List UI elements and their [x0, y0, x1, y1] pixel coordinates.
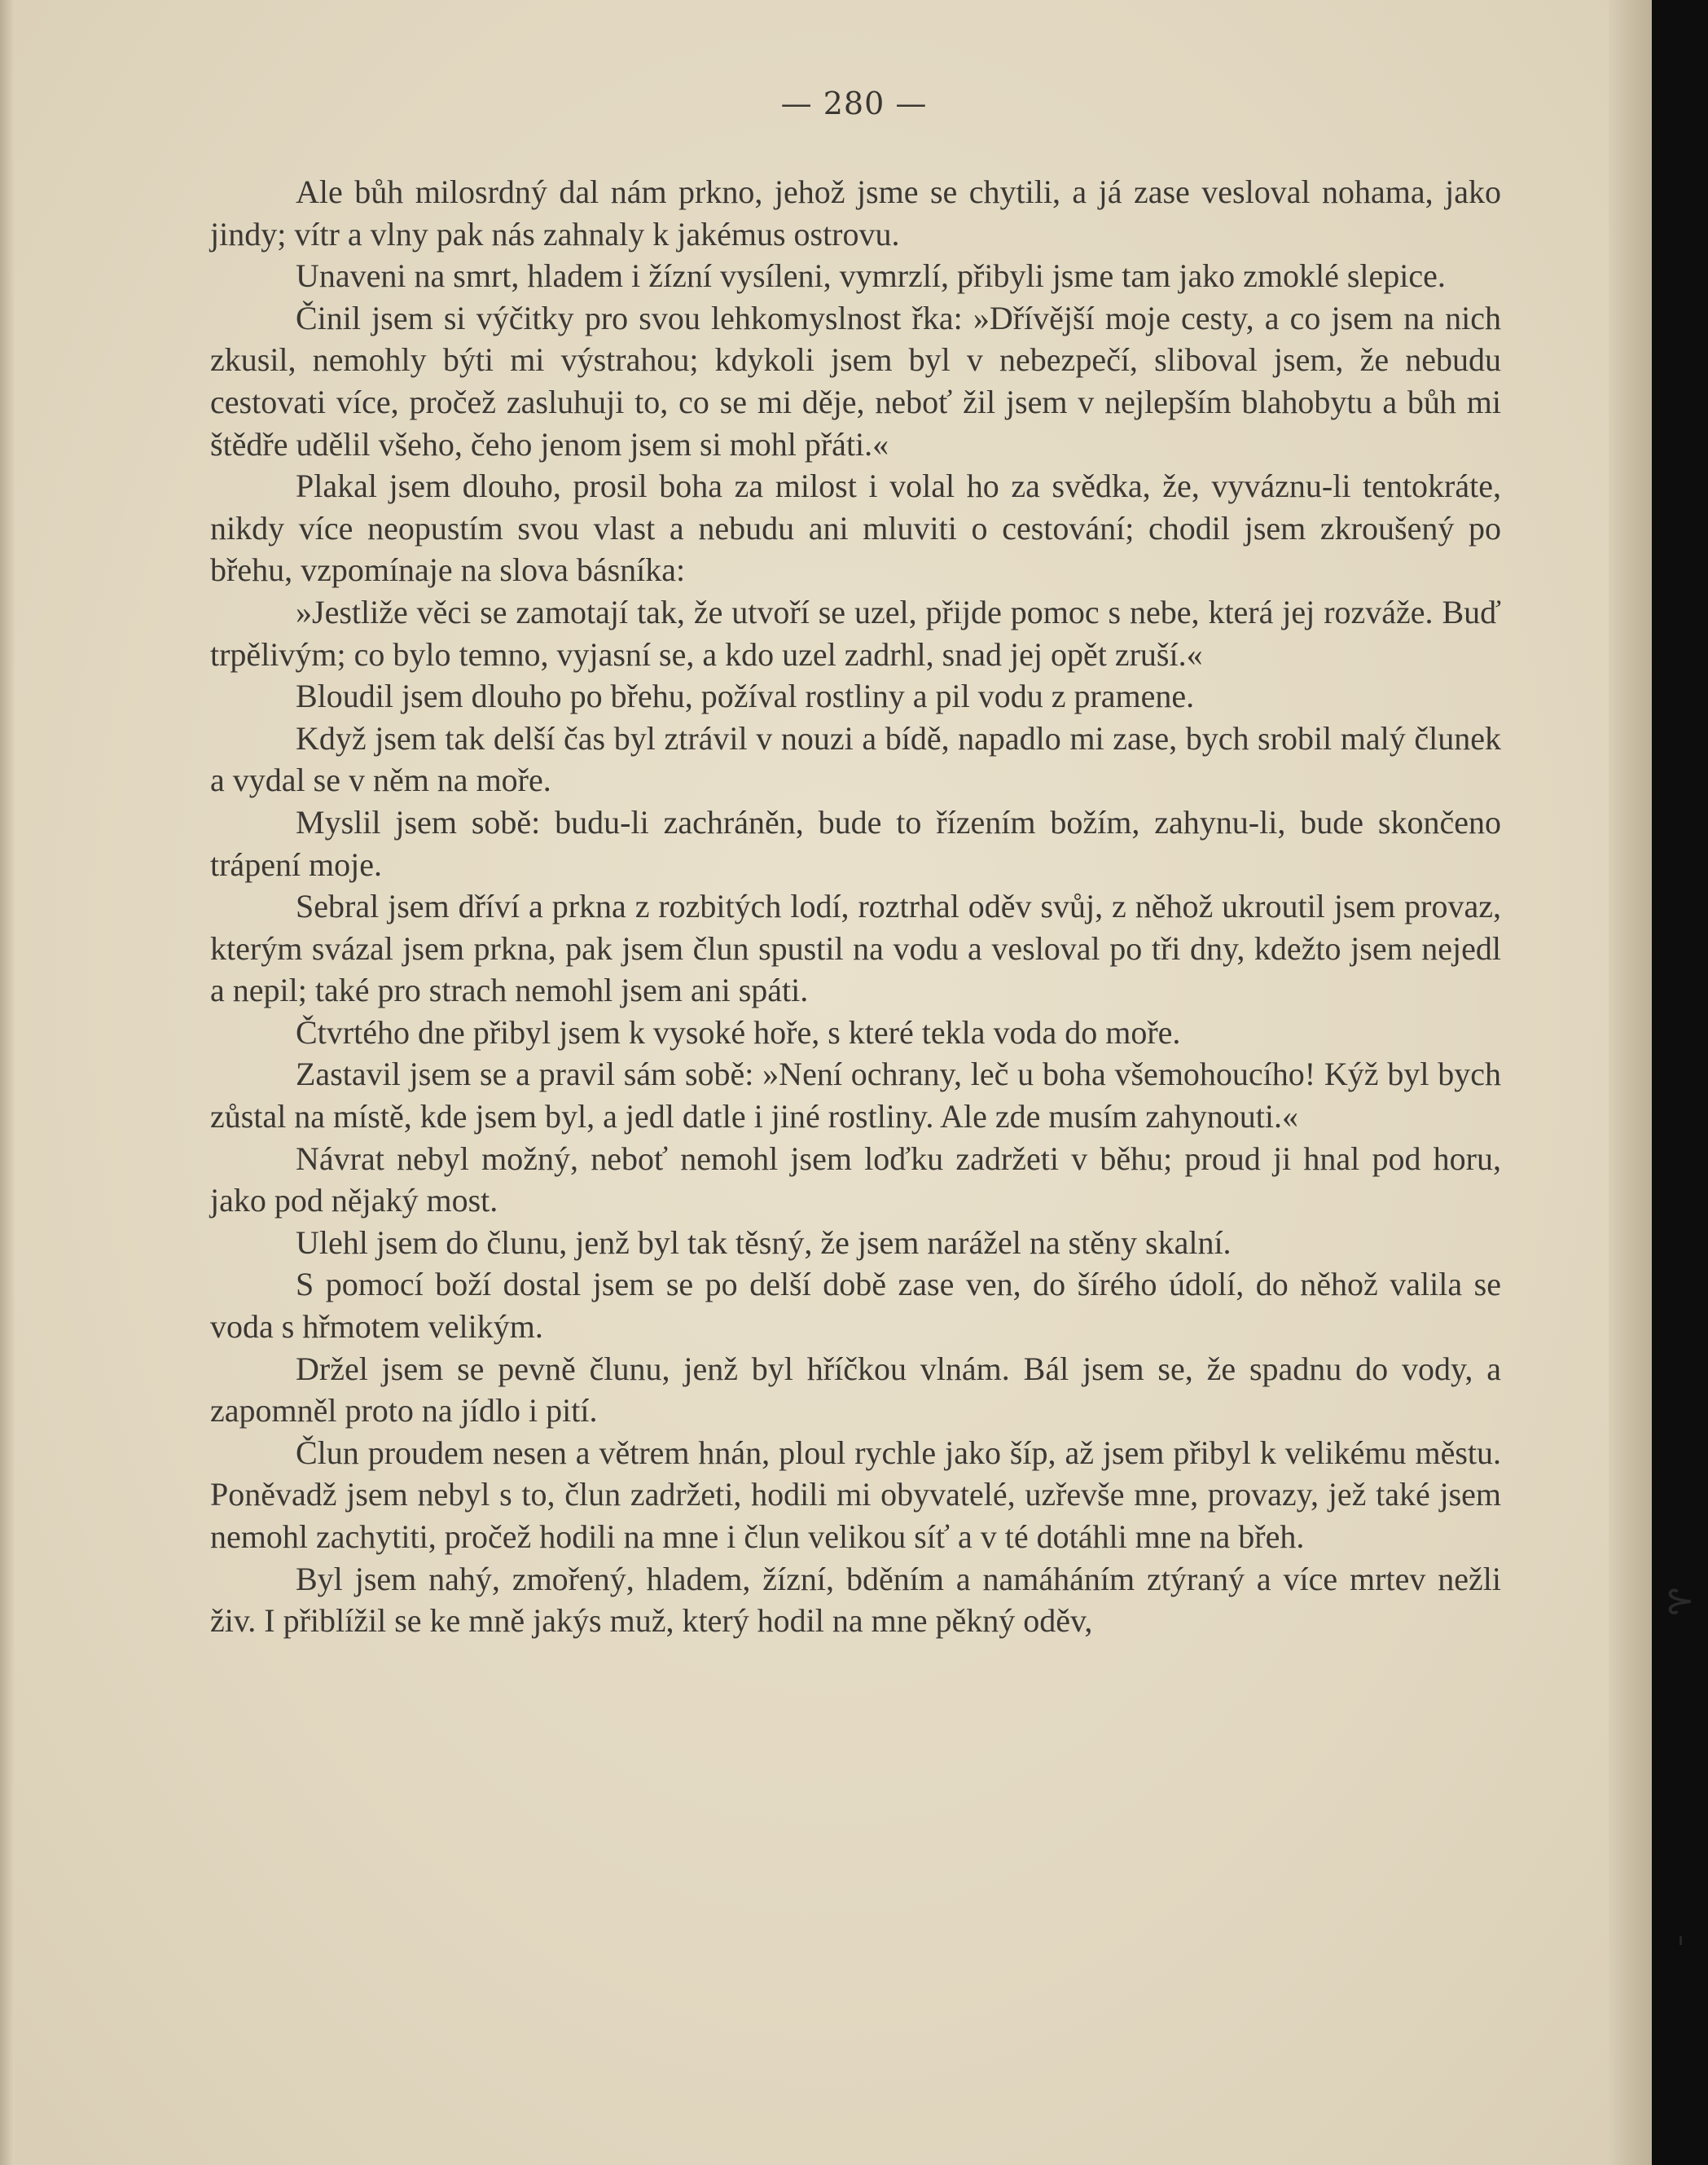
paragraph: Činil jsem si výčitky pro svou lehkomyslnost řka: »Dřívější moje cesty, a co jsem na nich zkusil, nemohly býti mi výstrahou; kdykoli jsem byl v nebezpečí, sliboval jsem, že nebudu cestovati více, pročež zasluhuji to, co se mi děje, neboť žil jsem v nejlepším blahobytu a bůh mi štědře udělil všeho, čeho jenom jsem si mohl přáti.« — [210, 299, 1501, 463]
page-number: — 280 — — [780, 86, 928, 121]
paragraph: Když jsem tak delší čas byl ztrávil v nouzi a bídě, napadlo mi zase, bych srobil malý člunek a vydal se v něm na moře. — [210, 719, 1501, 799]
paragraph: Ale bůh milosrdný dal nám prkno, jehož jsme se chytili, a já zase vesloval nohama, jako jindy; vítr a vlny pak nás zahnaly k jakémus ostrovu. — [210, 173, 1501, 253]
paragraph: Bloudil jsem dlouho po břehu, požíval rostliny a pil vodu z pramene. — [296, 678, 1195, 715]
binding-tick-icon: ˌ — [1676, 1911, 1685, 1948]
paragraph: »Jestliže věci se zamotají tak, že utvoří se uzel, přijde pomoc s nebe, která jej rozváže. Buď trpělivým; co bylo temno, vyjasní se, a kdo uzel zadrhl, snad jej opět zruší.« — [210, 593, 1501, 673]
paragraph: Sebral jsem dříví a prkna z rozbitých lodí, roztrhal oděv svůj, z něhož ukroutil jsem provaz, kterým svázal jsem prkna, pak jsem člun spustil na vodu a vesloval po tři dny, kdežto jsem nejedl a nepil; také pro strach nemohl jsem ani spáti. — [210, 888, 1501, 1009]
page-gutter-shadow — [1609, 0, 1652, 2165]
binding-mark-icon: ⊱ — [1665, 1580, 1695, 1622]
page-left-edge — [0, 0, 15, 2165]
paragraph: Návrat nebyl možný, neboť nemohl jsem loďku zadržeti v běhu; proud ji hnal pod horu, jako pod nějaký most. — [210, 1140, 1501, 1219]
scan-border — [1652, 0, 1708, 2165]
paragraph: Držel jsem se pevně člunu, jenž byl hříčkou vlnám. Bál jsem se, že spadnu do vody, a zapomněl proto na jídlo i pití. — [210, 1350, 1501, 1429]
paragraph: Unaveni na smrt, hladem i žízní vysíleni, vymrzlí, přibyli jsme tam jako zmoklé slepice. — [296, 257, 1446, 295]
paragraph: S pomocí boží dostal jsem se po delší době zase ven, do šírého údolí, do něhož valila se voda s hřmotem velikým. — [210, 1266, 1501, 1346]
body-text — [210, 171, 1501, 1642]
paragraph: Plakal jsem dlouho, prosil boha za milost i volal ho za svědka, že, vyváznu-li tentokráte, nikdy více neopustím svou vlast a nebudu ani mluviti o cestování; chodil jsem zkroušený po břehu, vzpomínaje na slova básníka: — [210, 468, 1501, 589]
paragraph: Byl jsem nahý, zmořený, hladem, žízní, bděním a namáháním ztýraný a více mrtev nežli živ. I přiblížil se ke mně jakýs muž, který hodil na mne pěkný oděv, — [210, 1560, 1501, 1640]
paragraph: Myslil jsem sobě: budu-li zachráněn, bude to řízením božím, zahynu-li, bude skončeno trápení moje. — [210, 803, 1501, 883]
paragraph: Zastavil jsem se a pravil sám sobě: »Není ochrany, leč u boha všemohoucího! Kýž byl bych zůstal na místě, kde jsem byl, a jedl datle i jiné rostliny. Ale zde musím zahynouti.« — [210, 1056, 1501, 1135]
paragraph: Ulehl jsem do člunu, jenž byl tak těsný, že jsem narážel na stěny skalní. — [296, 1223, 1232, 1261]
paragraph: Čtvrtého dne přibyl jsem k vysoké hoře, s které tekla voda do moře. — [296, 1013, 1181, 1051]
paragraph: Člun proudem nesen a větrem hnán, ploul rychle jako šíp, až jsem přibyl k velikému městu. Poněvadž jsem nebyl s to, člun zadržeti, hodili mi obyvatelé, uzřevše mne, provazy, jež také jsem nemohl zachytiti, pročež hodili na mne i člun velikou síť a v té dotáhli mne na břeh. — [210, 1434, 1501, 1555]
